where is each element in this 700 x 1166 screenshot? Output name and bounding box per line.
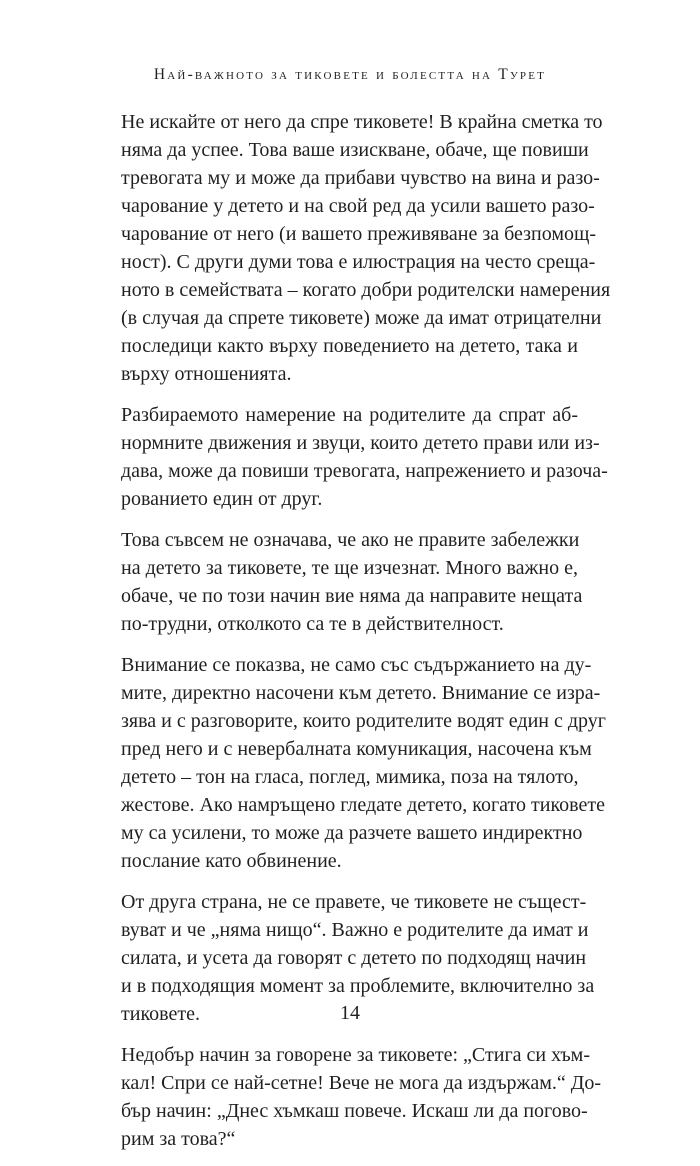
text-line: жестове. Ако намръщено гледате детето, когато тиковете xyxy=(121,794,605,816)
text-line: зява и с разговорите, които родителите водят един с друг xyxy=(121,710,606,732)
text-line: тиковете. xyxy=(121,1003,200,1025)
text-line: мите, директно насочени към детето. Внимание се изра- xyxy=(121,682,601,704)
text-line: дава, може да повиши тревогата, напрежението и разоча- xyxy=(121,460,608,482)
text-line: последици както върху поведението на детето, така и xyxy=(121,335,578,357)
text-line: кал! Спри се най-сетне! Вече не мога да издържам.“ До- xyxy=(121,1072,602,1094)
text-line: Внимание се показва, не само със съдържанието на ду- xyxy=(121,654,592,676)
text-line: обаче, че по този начин вие няма да направите нещата xyxy=(121,585,583,607)
paragraph xyxy=(121,651,606,875)
text-line: чарование у детето и на свой ред да усили вашето разо- xyxy=(121,195,595,217)
running-head: Най-важното за тиковете и болестта на Турет xyxy=(153,66,547,83)
text-line: няма да успее. Това ваше изискване, обаче, ще повиши xyxy=(121,139,589,161)
paragraph xyxy=(121,1041,602,1153)
text-line: му са усилени, то може да разчете вашето индиректно xyxy=(121,822,583,844)
text-line: тревогата му и може да прибави чувство на вина и разо- xyxy=(121,167,600,189)
text-line: (в случая да спрете тиковете) може да имат отрицателни xyxy=(121,307,602,329)
text-line: От друга страна, не се правете, че тиковете не същест- xyxy=(121,891,587,913)
text-line: на детето за тиковете, те ще изчезнат. Много важно е, xyxy=(121,557,578,579)
text-line: послание като обвинение. xyxy=(121,850,342,872)
text-line: Това съвсем не означава, че ако не правите забележки xyxy=(121,529,580,551)
text-line: Разбираемото намерение на родителите да спрат аб- xyxy=(121,404,578,426)
page-number: 14 xyxy=(340,1002,360,1024)
paragraph xyxy=(121,401,608,513)
text-line: ност). С други думи това е илюстрация на често среща- xyxy=(121,251,596,273)
text-line: ното в семействата – когато добри родителски намерения xyxy=(121,279,611,301)
text-line: Недобър начин за говорене за тиковете: „Стига си хъм- xyxy=(121,1044,590,1066)
text-line: по-трудни, отколкото са те в действителност. xyxy=(121,613,504,635)
text-line: пред него и с невербалната комуникация, насочена към xyxy=(121,738,592,760)
text-line: чарование от него (и вашето преживяване за безпомощ- xyxy=(121,223,597,245)
text-line: рим за това?“ xyxy=(121,1128,236,1150)
text-line: вуват и че „няма нищо“. Важно е родителите да имат и xyxy=(121,919,589,941)
text-line: нормните движения и звуци, които детето прави или из- xyxy=(121,432,600,454)
text-line: и в подходящия момент за проблемите, включително за xyxy=(121,975,595,997)
text-line: силата, и усета да говорят с детето по подходящ начин xyxy=(121,947,587,969)
paragraph xyxy=(121,108,611,388)
paragraph xyxy=(121,526,583,638)
text-line: бър начин: „Днес хъмкаш повече. Искаш ли да погово- xyxy=(121,1100,588,1122)
text-line: Не искайте от него да спре тиковете! В крайна сметка то xyxy=(121,111,603,133)
text-line: детето – тон на гласа, поглед, мимика, поза на тялото, xyxy=(121,766,579,788)
text-line: рованието един от друг. xyxy=(121,488,323,510)
text-line: върху отношенията. xyxy=(121,363,292,385)
